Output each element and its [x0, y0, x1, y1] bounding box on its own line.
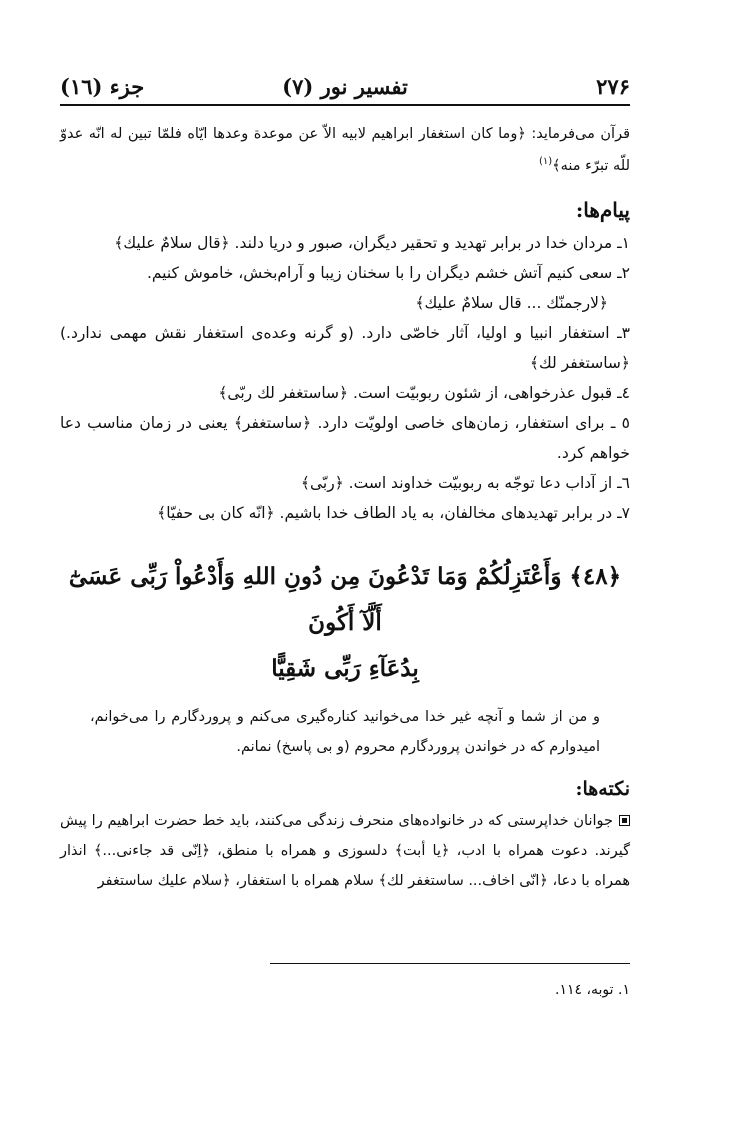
square-bullet-icon [619, 815, 630, 826]
page-number: ۲۷۶ [596, 74, 630, 99]
verse-line: ﴿٤٨﴾ وَأَعْتَزِلُكُمْ وَمَا تَدْعُونَ مِن دُونِ اللهِ وَأَدْعُواْ رَبِّى عَسَىٰٓ أَلَّآ أَكُونَ [68, 562, 622, 636]
footnote-divider [270, 963, 630, 964]
verse-translation: و من از شما و آنچه غیر خدا می‌خوانید کناره‌گیری می‌کنم و پروردگارم را می‌خوانم، امیدوارم که در خواندن پروردگارم محروم (و بی پاسخ) نمانم. [90, 708, 600, 755]
message-item: ٦ـ از آداب دعا توجّه به ربوبیّت خداوند است. ﴿ربّی﴾ [300, 473, 630, 492]
note-item [60, 806, 630, 896]
message-item: ۳ـ استغفار انبیا و اولیا، آثار خاصّی دارد. (و گرنه وعده‌ی استغفار نقش مهمی ندارد.) ﴿ساستغفر لك﴾ [60, 323, 630, 372]
intro-text: قرآن می‌فرماید: ﴿وما کان استغفار ابراهیم لابیه الاّ عن موعدة وعدها ایّاه فلمّا تبین له انّه عدوّ للّه تبرّء منه﴾ [60, 126, 630, 174]
part-label: جزء (۱٦) [60, 74, 145, 99]
running-header [60, 60, 630, 106]
footnote: ۱. توبه، ۱۱٤. [555, 982, 630, 998]
messages-list [60, 228, 630, 528]
intro-paragraph [60, 120, 630, 180]
verse-line: بِدُعَآءِ رَبِّى شَقِيًّا [271, 654, 419, 682]
message-item: ۷ـ در برابر تهدیدهای مخالفان، به یاد الطاف خدا باشیم. ﴿انّه کان بی حفیّا﴾ [157, 503, 630, 522]
message-item: ٤ـ قبول عذرخواهی، از شئون ربوبیّت است. ﴿ساستغفر لك ربّی﴾ [218, 383, 630, 402]
message-item-continuation: ﴿لارجمنّك ... قال سلامٌ علیك﴾ [415, 293, 608, 312]
book-title: تفسیر نور (۷) [282, 74, 408, 99]
footnote-ref: (۱) [538, 156, 553, 167]
message-item: ٥ ـ برای استغفار، زمان‌های خاصی اولویّت دارد. ﴿ساستغفر﴾ یعنی در زمان مناسب دعا خواهم کرد. [60, 413, 630, 462]
book-page [60, 60, 630, 998]
message-item: ۱ـ مردان خدا در برابر تهدید و تحقیر دیگران، صبور و دریا دلند. ﴿قال سلامٌ علیك﴾ [114, 233, 630, 252]
message-item: ۲ـ سعی کنیم آتش خشم دیگران را با سخنان زیبا و آرام‌بخش، خاموش کنیم. [146, 263, 630, 282]
notes-heading: نکته‌ها: [575, 777, 630, 800]
note-text: جوانان خداپرستی که در خانواده‌های منحرف زندگی می‌کنند، باید خط حضرت ابراهیم را پیش گیرند. دعوت همراه با ادب، ﴿یا أبت﴾ دلسوزی و همراه با منطق، ﴿اِنّی قد جاءنی...﴾ انذار همراه با دعا، ﴿انّی اخاف... ساستغفر لك﴾ سلام همراه با استغفار، ﴿سلام علیك ساستغفر [60, 812, 630, 889]
quran-verse [60, 554, 630, 692]
messages-heading: پیام‌ها: [575, 197, 630, 222]
